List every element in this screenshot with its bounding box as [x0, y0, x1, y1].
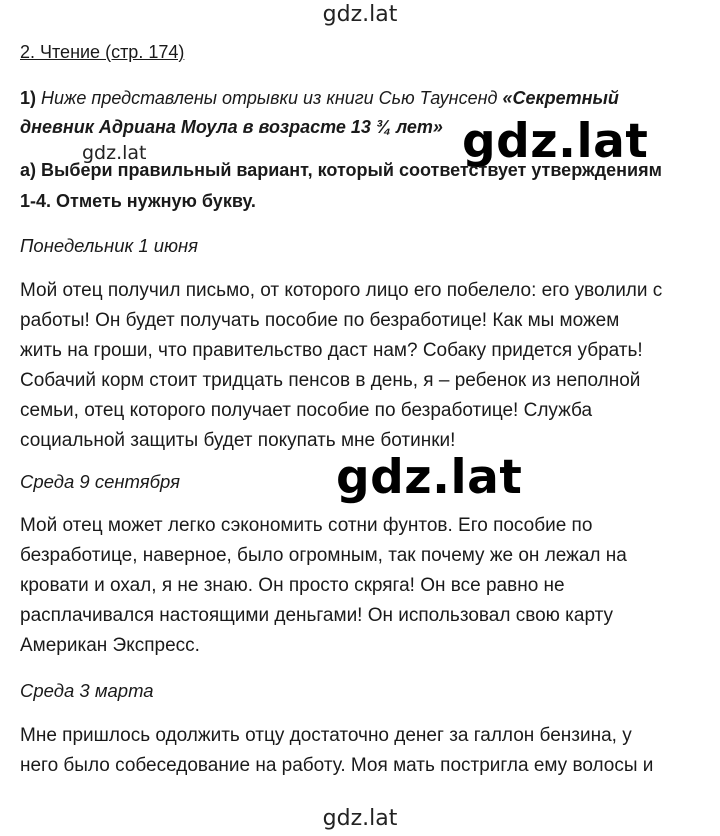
- entry-line: работы! Он будет получать пособие по безработице! Как мы можем: [20, 310, 620, 331]
- task-a-line-1: а) Выбери правильный вариант, который соответствует утверждениям: [20, 160, 662, 180]
- task-intro: Ниже представлены отрывки из книги Сью Таунсенд: [36, 88, 503, 108]
- entry-line: Мой отец получил письмо, от которого лицо его побелело: его уволили с: [20, 280, 663, 301]
- entry-line: безработице, наверное, было огромным, так почему же он лежал на: [20, 545, 627, 566]
- section-heading: 2. Чтение (стр. 174): [20, 42, 185, 62]
- task-1-line-1: [20, 88, 619, 109]
- task-a-line-2: 1-4. Отметь нужную букву.: [20, 191, 256, 211]
- watermark-small: gdz.lat: [82, 142, 147, 164]
- entry-line: кровати и охал, я не знаю. Он просто скряга! Он все равно не: [20, 575, 565, 596]
- entry-line: Мне пришлось одолжить отцу достаточно денег за галлон бензина, у: [20, 725, 632, 746]
- entry-date: Среда 9 сентября: [20, 471, 180, 492]
- entry-line: социальной защиты будет покупать мне ботинки!: [20, 430, 456, 451]
- entry-line: Мой отец может легко сэкономить сотни фунтов. Его пособие по: [20, 515, 593, 536]
- watermark-top: gdz.lat: [322, 2, 398, 27]
- watermark-large-2: gdz.lat: [336, 450, 523, 505]
- entry-line: Собачий корм стоит тридцать пенсов в день, я – ребенок из неполной: [20, 370, 641, 391]
- entry-line: жить на гроши, что правительство даст нам? Собаку придется убрать!: [20, 340, 643, 361]
- entry-line: семьи, отец которого получает пособие по безработице! Служба: [20, 400, 593, 421]
- task-number: 1): [20, 88, 37, 108]
- entry-line: расплачивался настоящими деньгами! Он использовал свою карту: [20, 605, 614, 626]
- watermark-bottom: gdz.lat: [322, 806, 398, 831]
- watermark-large-1: gdz.lat: [462, 114, 649, 169]
- book-title-part-2: дневник Адриана Моула в возрасте 13 ¾ лет»: [20, 117, 443, 137]
- book-title-part-1: «Секретный: [502, 88, 619, 108]
- entry-line: него было собеседование на работу. Моя мать постригла ему волосы и: [20, 755, 654, 776]
- entry-line: Американ Экспресс.: [20, 635, 200, 656]
- entry-date: Понедельник 1 июня: [20, 235, 199, 256]
- entry-date: Среда 3 марта: [20, 680, 154, 701]
